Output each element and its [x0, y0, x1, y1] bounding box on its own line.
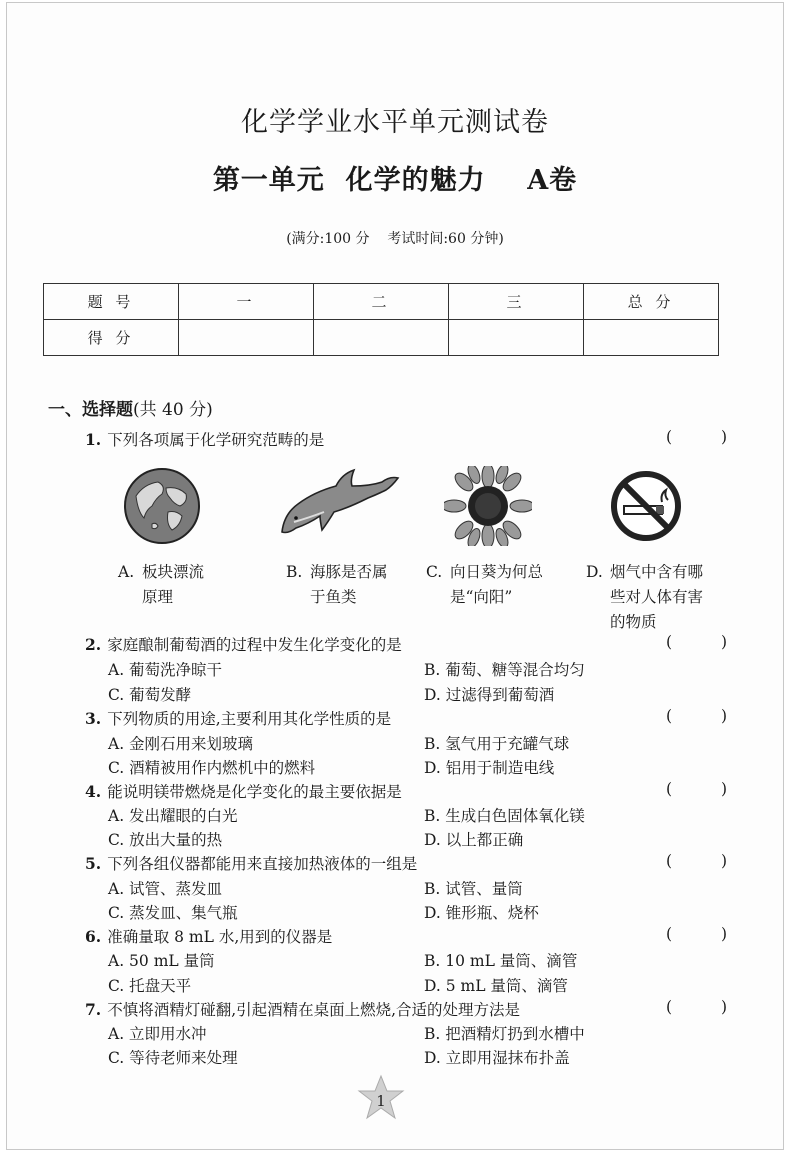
- answer-blank[interactable]: ( ): [666, 998, 750, 1016]
- question-text: 准确量取 8 mL 水,用到的仪器是: [107, 928, 333, 946]
- exam-info: (满分:100 分 考试时间:60 分钟): [286, 231, 504, 247]
- question-3: 3. 下列物质的用途,主要利用其化学性质的是: [85, 709, 392, 728]
- question-5: 5. 下列各组仪器都能用来直接加热液体的一组是: [85, 854, 418, 873]
- section-heading: [48, 395, 213, 420]
- question-6: 6. 准确量取 8 mL 水,用到的仪器是: [85, 927, 333, 946]
- option-2a[interactable]: A. 葡萄洗净晾干: [108, 661, 223, 679]
- page-number-star: [356, 1074, 406, 1122]
- option-3b[interactable]: B. 氢气用于充罐气球: [424, 735, 570, 753]
- option-5a[interactable]: A. 试管、蒸发皿: [108, 880, 223, 898]
- answer-blank[interactable]: ( ): [666, 428, 750, 446]
- option-6d[interactable]: D. 5 mL 量筒、滴管: [424, 977, 568, 995]
- question-1: [85, 428, 324, 450]
- dolphin-icon: [278, 464, 402, 544]
- question-text: 下列物质的用途,主要利用其化学性质的是: [107, 710, 392, 728]
- score-table: [43, 283, 719, 356]
- option-5c[interactable]: C. 蒸发皿、集气瓶: [108, 904, 238, 922]
- question-text: 下列各项属于化学研究范畴的是: [107, 431, 325, 449]
- option-6a[interactable]: A. 50 mL 量筒: [108, 952, 215, 970]
- sunflower-icon: [444, 466, 532, 546]
- exam-title: 化学学业水平单元测试卷: [241, 107, 549, 138]
- option-5b[interactable]: B. 试管、量筒: [424, 880, 523, 898]
- option-7a[interactable]: A. 立即用水冲: [108, 1025, 207, 1043]
- unit-title: 第一单元 化学的魅力 A卷: [212, 165, 578, 196]
- option-1b[interactable]: B. 海豚是否属 于鱼类: [286, 563, 388, 606]
- answer-blank[interactable]: ( ): [666, 633, 750, 651]
- score-cell[interactable]: [179, 320, 314, 356]
- option-3a[interactable]: A. 金刚石用来划玻璃: [108, 735, 254, 753]
- option-4c[interactable]: C. 放出大量的热: [108, 831, 223, 849]
- option-2d[interactable]: D. 过滤得到葡萄酒: [424, 686, 555, 704]
- no-smoking-icon: [610, 470, 682, 542]
- answer-blank[interactable]: ( ): [666, 780, 750, 798]
- option-2b[interactable]: B. 葡萄、糖等混合均匀: [424, 661, 585, 679]
- answer-blank[interactable]: ( ): [666, 925, 750, 943]
- option-4a[interactable]: A. 发出耀眼的白光: [108, 807, 238, 825]
- answer-blank[interactable]: ( ): [666, 707, 750, 725]
- option-1a[interactable]: A. 板块漂流 原理: [118, 563, 205, 606]
- score-cell[interactable]: [584, 320, 719, 356]
- answer-blank[interactable]: ( ): [666, 852, 750, 870]
- globe-icon: [122, 466, 202, 546]
- score-cell: 题 号: [44, 284, 179, 320]
- score-cell: 得 分: [44, 320, 179, 356]
- option-1c[interactable]: C. 向日葵为何总 是“向阳”: [426, 563, 544, 606]
- score-table-score-row: [44, 320, 719, 356]
- option-7c[interactable]: C. 等待老师来处理: [108, 1049, 238, 1067]
- score-cell: 二: [314, 284, 449, 320]
- question-text: 能说明镁带燃烧是化学变化的最主要依据是: [107, 783, 402, 801]
- option-4b[interactable]: B. 生成白色固体氧化镁: [424, 807, 585, 825]
- question-2: 2. 家庭酿制葡萄酒的过程中发生化学变化的是: [85, 635, 402, 654]
- option-7b[interactable]: B. 把酒精灯扔到水槽中: [424, 1025, 585, 1043]
- section-title: 一、选择题: [48, 400, 133, 420]
- score-table-header-row: [44, 284, 719, 320]
- question-text: 不慎将酒精灯碰翻,引起酒精在桌面上燃烧,合适的处理方法是: [107, 1001, 521, 1019]
- question-4: 4. 能说明镁带燃烧是化学变化的最主要依据是: [85, 782, 402, 801]
- page-number: 1: [376, 1092, 386, 1110]
- section-points: (共 40 分): [133, 400, 213, 420]
- question-number: 1.: [85, 430, 102, 449]
- question-text: 家庭酿制葡萄酒的过程中发生化学变化的是: [107, 636, 402, 654]
- score-cell[interactable]: [449, 320, 584, 356]
- score-cell: 一: [179, 284, 314, 320]
- option-2c[interactable]: C. 葡萄发酵: [108, 686, 192, 704]
- score-cell: 总 分: [584, 284, 719, 320]
- question-7: 7. 不慎将酒精灯碰翻,引起酒精在桌面上燃烧,合适的处理方法是: [85, 1000, 521, 1019]
- option-1d[interactable]: D. 烟气中含有哪 些对人体有害 的物质: [586, 563, 704, 631]
- score-cell[interactable]: [314, 320, 449, 356]
- option-7d[interactable]: D. 立即用湿抹布扑盖: [424, 1049, 570, 1067]
- option-3d[interactable]: D. 铝用于制造电线: [424, 759, 555, 777]
- option-6c[interactable]: C. 托盘天平: [108, 977, 192, 995]
- option-3c[interactable]: C. 酒精被用作内燃机中的燃料: [108, 759, 316, 777]
- question-text: 下列各组仪器都能用来直接加热液体的一组是: [107, 855, 418, 873]
- option-4d[interactable]: D. 以上都正确: [424, 831, 524, 849]
- option-5d[interactable]: D. 锥形瓶、烧杯: [424, 904, 539, 922]
- score-cell: 三: [449, 284, 584, 320]
- option-6b[interactable]: B. 10 mL 量筒、滴管: [424, 952, 578, 970]
